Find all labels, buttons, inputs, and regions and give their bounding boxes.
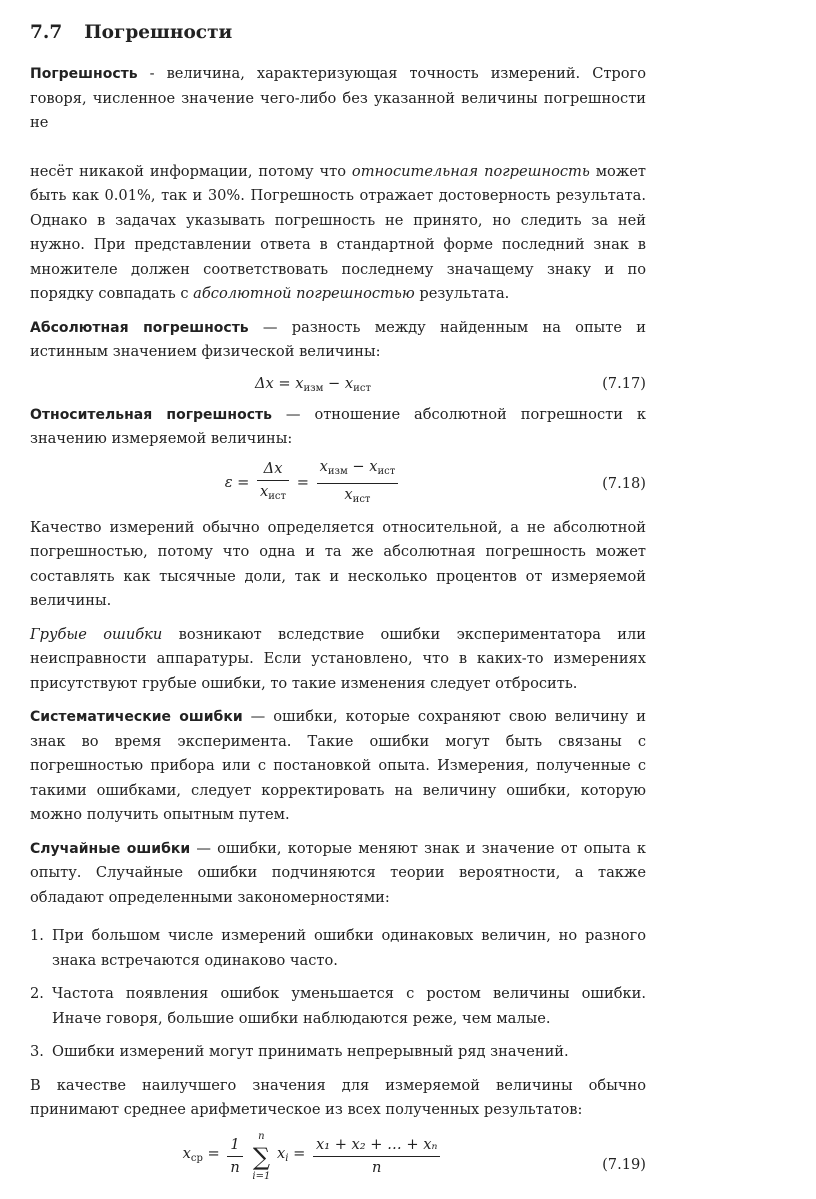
- fraction: $\frac{x_{изм} - x_{ист}}{x_{ист}}$: [317, 456, 399, 511]
- list-item: 1. При большом числе измерений ошибки одинаковых величин, но разного знака встречаются одинаково часто.: [30, 927, 646, 969]
- quality-paragraph: Качество измерений обычно определяется относительной, а не абсолютной погрешностью, потому что одна и та же абсолютная погрешность может составлять как тысячные доли, так и несколько процентов от измеряемой величины.: [30, 518, 646, 609]
- intro-paragraph-part2: несёт никакой информации, потому что относительная погрешность может быть как 0.01%, так и 30%. Погрешность отражает достоверность результата. Однако в задачах указывать погрешность не принято, но следить за ней нужно. При представлении ответа в стандартной форме последний знак в множителе должен соответствовать последнему значащему знаку и по порядку совпадать с абсолютной погрешностью результата.: [30, 162, 646, 302]
- formula-7-19: [30, 1125, 646, 1199]
- relative-error-paragraph: Относительная погрешность — отношение абсолютной погрешности к значению измеряемой величины:: [30, 405, 646, 447]
- term-random-errors: Случайные ошибки: [30, 840, 191, 857]
- properties-list: [30, 924, 646, 1065]
- formula-7-17: [30, 367, 646, 401]
- best-value-paragraph: В качестве наилучшего значения для измеряемой величины обычно принимают среднее арифметическое из всех полученных результатов:: [30, 1076, 646, 1118]
- fraction: $\frac{1}{n}$: [227, 1134, 242, 1179]
- equation-number: (7.19): [602, 1155, 646, 1173]
- list-item: 3. Ошибки измерений могут принимать непрерывный ряд значений.: [30, 1043, 569, 1060]
- term-systematic-errors: Систематические ошибки: [30, 709, 243, 725]
- term-relative-error: Относительная погрешность: [30, 406, 272, 423]
- intro-paragraph-part1: Погрешность - величина, характеризующая точность измерений. Строго говоря, численное значение чего-либо без указанной величины погрешности не: [30, 65, 646, 131]
- formula-7-18: [30, 454, 646, 514]
- equation-number: (7.18): [602, 474, 646, 492]
- systematic-errors-paragraph: Систематические ошибки — ошибки, которые сохраняют свою величину и знак во время эксперимента. Такие ошибки могут быть связаны с погрешностью прибора или с постановкой опыта. Измерения, полученные с такими ошибками, следует корректировать на величину ошибки, которую можно получить опытным путем.: [30, 708, 647, 823]
- random-errors-paragraph: Случайные ошибки — ошибки, которые меняют знак и значение от опыта к опыту. Случайные ошибки подчиняются теории вероятности, а также обладают определенными закономерностями:: [30, 839, 647, 906]
- gross-errors-paragraph: Грубые ошибки возникают вследствие ошибки экспериментатора или неисправности аппаратуры. Если установлено, что в каких-то измерениях присутствуют грубые ошибки, то такие изменения следует отбросить.: [30, 625, 646, 692]
- em-absolute-error: абсолютной погрешностью: [193, 285, 415, 302]
- summation: n ∑ i=1: [252, 1130, 271, 1182]
- fraction: $\frac{\text{x₁ + x₂ + … + xₙ}}{n}$: [313, 1134, 440, 1179]
- absolute-error-paragraph: Абсолютная погрешность — разность между найденным на опыте и истинным значением физической величины:: [30, 318, 646, 360]
- list-item: 2. Частота появления ошибок уменьшается с ростом величины ошибки. Иначе говоря, большие ошибки наблюдаются реже, чем малые.: [30, 985, 646, 1027]
- term-absolute-error: Абсолютная погрешность: [30, 319, 249, 336]
- formula-body: ε = $\frac{\Delta x}{x_{ист}}$ = $\frac{x_{изм} - x_{ист}}{x_{ист}}$: [30, 456, 646, 511]
- em-gross-errors: Грубые ошибки: [30, 625, 163, 643]
- equation-number: (7.17): [602, 374, 646, 392]
- section-number: 7.7: [30, 22, 63, 43]
- term-error: Погрешность: [30, 66, 138, 82]
- page-gap: [30, 136, 646, 160]
- section-title: Погрешности: [84, 22, 233, 43]
- fraction: $\frac{\Delta x}{x_{ист}}$: [257, 458, 289, 508]
- formula-body: $\Delta x = x_{изм} - x_{ист}$: [255, 374, 371, 394]
- section-heading: [30, 20, 646, 46]
- em-relative-error: относительная погрешность: [351, 162, 590, 180]
- formula-body: $x_{ср}$ = $\frac{1}{n}$ n ∑ i=1 $x_i$ = $\frac{\text{x₁ + x₂ + … + xₙ}}{n}$: [30, 1130, 646, 1184]
